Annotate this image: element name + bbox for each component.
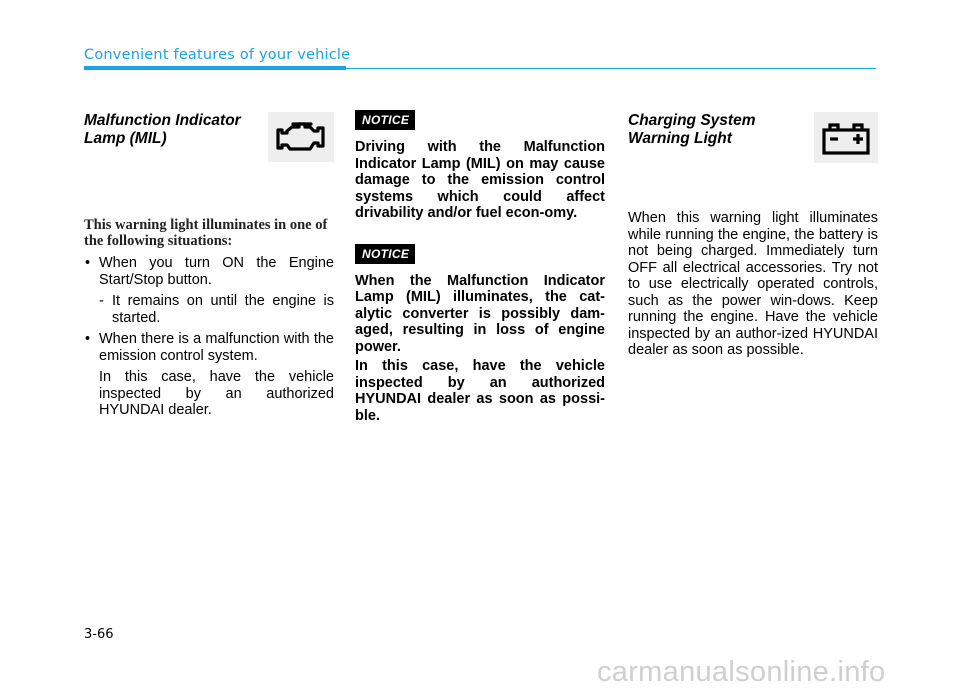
mil-bullet-1-text: When you turn ON the Engine Start/Stop button.	[99, 255, 334, 288]
mil-title	[84, 112, 254, 148]
mil-bullet-1	[84, 255, 334, 288]
mil-icon-box	[268, 112, 334, 162]
bullet-dot: •	[85, 331, 91, 347]
watermark: carmanualsonline.info	[597, 656, 886, 688]
header-accent-bar	[84, 66, 346, 70]
notice-block-1	[355, 110, 605, 222]
mil-bullet-2	[84, 331, 334, 364]
mil-lead-text: This warning light illuminates in one of the following situations:	[84, 217, 328, 249]
notice-block-2	[355, 244, 605, 425]
page-number: 3-66	[84, 627, 114, 642]
charging-body-text: When this warning light illuminates while running the engine, the battery is not being charged. Immediately turn OFF all electrical accessories. Try not to use electrically operated controls, such as the power win-dows. Keep running the engine. Have the vehicle inspected by an author-ized HYUNDAI dealer as soon as possible.	[628, 210, 878, 358]
notice-badge: NOTICE	[355, 244, 415, 264]
charging-section	[628, 110, 878, 359]
notices-column	[355, 110, 605, 424]
bullet-dot: •	[85, 255, 91, 271]
notice-1-text: Driving with the Malfunction Indicator Lamp (MIL) on may cause damage to the emission control systems which could affect drivability and/or fuel econ-omy.	[355, 139, 605, 221]
mil-title-line1: Malfunction Indicator	[84, 112, 241, 129]
charging-icon-box	[814, 112, 878, 163]
header-rule	[346, 68, 876, 70]
section-header-title: Convenient features of your vehicle	[84, 47, 351, 63]
mil-section	[84, 110, 334, 419]
notice-2-text-1: When the Malfunction Indicator Lamp (MIL) illuminates, the cat-alytic converter is possibly dam-aged, resulting in loss of engine power.	[355, 272, 605, 355]
mil-sub-item-1-text: It remains on until the engine is started.	[112, 293, 334, 326]
charging-title-line2: Warning Light	[628, 130, 732, 147]
dash-marker: -	[99, 293, 104, 309]
notice-2-text-2: In this case, have the vehicle inspected by an authorized HYUNDAI dealer as soon as possi-ble.	[355, 358, 605, 424]
battery-icon	[820, 120, 872, 156]
notice-badge: NOTICE	[355, 110, 415, 130]
mil-sub-item-1	[84, 293, 334, 326]
check-engine-icon	[275, 121, 327, 153]
mil-bullet-2-text: When there is a malfunction with the emission control system.	[99, 331, 334, 364]
charging-title-line1: Charging System	[628, 112, 756, 129]
charging-title	[628, 112, 798, 148]
mil-bullet-2-followup: In this case, have the vehicle inspected by an authorized HYUNDAI dealer.	[99, 369, 334, 418]
mil-title-line2: Lamp (MIL)	[84, 130, 167, 147]
